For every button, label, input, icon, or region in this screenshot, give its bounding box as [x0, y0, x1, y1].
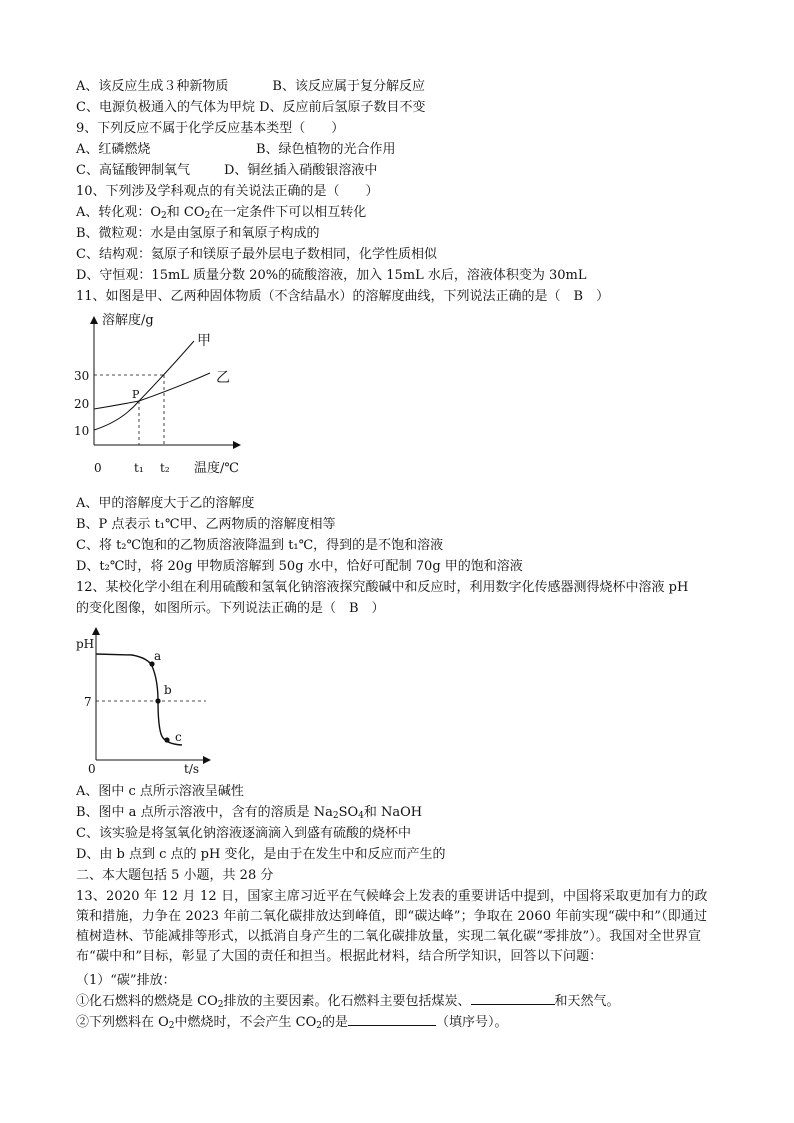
q9-option-c: C、高锰酸钾制氧气 [76, 163, 190, 178]
q9-stem: 9、下列反应不属于化学反应基本类型（ ） [76, 121, 345, 136]
q12-option-d: D、由 b 点到 c 点的 pH 变化，是由于在发生中和反应而产生的 [76, 847, 446, 862]
q13-item-2: ②下列燃料在 $O_2$中燃烧时，不会产生 $CO_2$的是 （填序号）。 [76, 1015, 508, 1031]
q9-options-cd [76, 161, 377, 181]
q11-option-b: B、P 点表示 t₁℃甲、乙两物质的溶解度相等 [76, 517, 336, 532]
y-tick-7: 7 [84, 695, 92, 709]
q9-option-a: A、红磷燃烧 [76, 142, 151, 157]
q12-option-b: B、图中 a 点所示溶液中，含有的溶质是 $Na_2SO_4$和 NaOH [76, 805, 423, 821]
q8-option-b: B、该反应属于复分解反应 [272, 79, 425, 94]
answer-blank-fossil-fuel[interactable] [471, 992, 555, 1005]
q11-option-d: D、t₂℃时，将 20g 甲物质溶解到 50g 水中，恰好可配制 70g 甲的饱和溶液 [76, 559, 523, 574]
ph-curve-chart [72, 620, 222, 780]
q10-option-a: A、转化观：$O_2$和 $CO_2$在一定条件下可以相互转化 [76, 205, 367, 221]
series-yi-curve [94, 373, 210, 409]
q9-option-b: B、绿色植物的光合作用 [256, 142, 396, 157]
point-c-label: c [175, 730, 182, 744]
q11-option-c: C、将 t₂℃饱和的乙物质溶液降温到 t₁℃，得到的是不饱和溶液 [76, 538, 444, 553]
y-axis-label: pH [76, 637, 95, 651]
ph-curve [96, 654, 182, 745]
y-tick-30: 30 [74, 369, 90, 383]
point-b [155, 698, 160, 703]
point-c [164, 737, 169, 742]
origin-label: 0 [88, 762, 96, 776]
q8-option-cd: C、电源负极通入的气体为甲烷 D、反应前后氢原子数目不变 [76, 100, 426, 115]
q12-stem-line1: 12、某校化学小组在利用硫酸和氢氧化钠溶液探究酸碱中和反应时，利用数字化传感器测得烧杯中溶液 pH [76, 580, 689, 595]
series-yi-label: 乙 [216, 370, 230, 386]
x-axis-label: 温度/℃ [194, 461, 239, 476]
y-tick-20: 20 [74, 397, 90, 411]
x-tick-t1: t₁ [134, 461, 144, 475]
x-tick-t2: t₂ [160, 461, 170, 475]
q12-stem-line2: 的变化图像，如图所示。下列说法正确的是（ B ） [76, 601, 385, 616]
q13-item-1: ①化石燃料的燃烧是 $CO_2$排放的主要因素。化石燃料主要包括煤炭、 和天然气。 [76, 994, 620, 1010]
q11-stem: 11、如图是甲、乙两种固体物质（不含结晶水）的溶解度曲线，下列说法正确的是（ B ） [76, 289, 610, 304]
point-a-label: a [154, 649, 162, 663]
origin-label: 0 [94, 461, 102, 475]
x-axis-label: t/s [184, 762, 200, 776]
section-two-heading: 二、本大题包括 5 小题，共 28 分 [76, 868, 274, 883]
point-b-label: b [164, 683, 172, 697]
y-tick-10: 10 [74, 424, 90, 438]
q13-sub1-heading: （1）“碳”排放： [76, 973, 176, 988]
q10-stem: 10、下列涉及学科观点的有关说法正确的是（ ） [76, 184, 379, 199]
q12-option-c: C、该实验是将氢氧化钠溶液逐滴滴入到盛有硫酸的烧杯中 [76, 826, 411, 841]
q8-option-a: A、该反应生成３种新物质 [76, 79, 229, 94]
q9-option-d: D、铜丝插入硝酸银溶液中 [224, 163, 378, 178]
series-jia-label: 甲 [197, 333, 211, 349]
q10-option-b: B、微粒观：水是由氢原子和氧原子构成的 [76, 226, 320, 241]
q13-paragraph: 13、2020 年 12 月 12 日，国家主席习近平在气候峰会上发表的重要讲话中提到，中国将采取更加有力的政策和措施，力争在 2023 年前二氧化碳排放达到峰值，即“碳达峰”；争取在 2060 年前实现“碳中和”（即通过植树造林、节能减排等形式，以抵消自身产生的二氧化碳排放量，实现二氧化碳“零排放”）。我国对全世界宣布“碳中和”目标，彰显了大国的责任和担当。根据此材料，结合所学知识，回答以下问题： [76, 889, 708, 964]
q9-options-ab [76, 140, 396, 160]
y-axis-label: 溶解度/g [102, 313, 154, 328]
q8-options-ab [76, 77, 425, 97]
q11-option-a: A、甲的溶解度大于乙的溶解度 [76, 496, 255, 511]
q12-option-a: A、图中 c 点所示溶液呈碱性 [76, 784, 244, 799]
point-p-label: P [132, 388, 140, 401]
q10-option-d: D、守恒观：15mL 质量分数 20%的硫酸溶液，加入 15mL 水后，溶液体积变为 30mL [76, 268, 587, 283]
answer-blank-fuel-choice[interactable] [348, 1013, 436, 1026]
solubility-curve-chart [70, 305, 270, 480]
q10-option-c: C、结构观：氦原子和镁原子最外层电子数相同，化学性质相似 [76, 247, 437, 262]
